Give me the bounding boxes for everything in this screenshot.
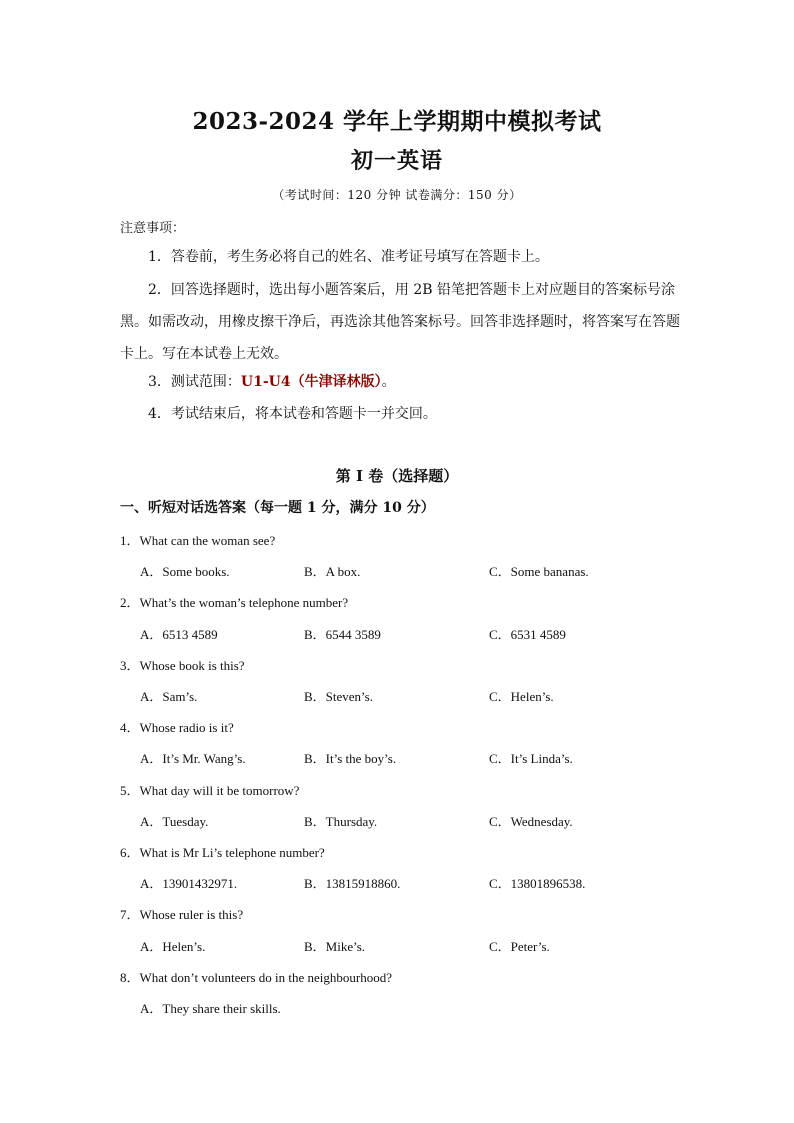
option-a: A．Some books.	[140, 564, 230, 579]
note-item-4-text: 4．考试结束后，将本试卷和答题卡一并交回。	[148, 406, 437, 422]
note-item-3	[120, 366, 680, 398]
option-b: B．13815918860.	[304, 876, 401, 891]
question-stem: 7．Whose ruler is this?	[120, 907, 244, 922]
question-stem: 6．What is Mr Li’s telephone number?	[120, 845, 325, 860]
option-c: C．Wednesday.	[489, 814, 573, 829]
question-stem: 5．What day will it be tomorrow?	[120, 783, 300, 798]
page-subtitle: 初一英语	[350, 148, 443, 174]
option-c: C．Peter’s.	[489, 939, 550, 954]
note-item-1-text: 1．答卷前，考生务必将自己的姓名、准考证号填写在答题卡上。	[148, 249, 549, 265]
note-item-1	[120, 241, 680, 273]
option-b: B．It’s the boy’s.	[304, 751, 397, 766]
option-b: B．A box.	[304, 564, 361, 579]
question-stem: 1．What can the woman see?	[120, 533, 276, 548]
option-c: C．It’s Linda’s.	[489, 751, 573, 766]
section-title: 第 I 卷（选择题）	[335, 467, 459, 485]
option-c: C．Some bananas.	[489, 564, 589, 579]
part-heading: 一、听短对话选答案（每一题 1 分，满分 10 分）	[120, 500, 435, 516]
note-item-3-prefix: 3．测试范围：	[148, 374, 241, 390]
option-b: B．Steven’s.	[304, 689, 373, 704]
option-a: A．They share their skills.	[140, 1001, 281, 1016]
note-item-2	[120, 274, 680, 370]
option-b: B．6544 3589	[304, 627, 381, 642]
notes-heading: 注意事项：	[120, 221, 186, 236]
question-stem: 8．What don’t volunteers do in the neighbourhood?	[120, 970, 392, 985]
option-a: A．Tuesday.	[140, 814, 209, 829]
note-item-3-suffix: 。	[381, 374, 396, 390]
option-b: B．Thursday.	[304, 814, 378, 829]
option-a: A．Sam’s.	[140, 689, 198, 704]
note-item-2-line-2: 黑。如需改动，用橡皮擦干净后，再选涂其他答案标号。回答非选择题时，将答案写在答题	[120, 314, 680, 330]
page-title: 2023-2024 学年上学期期中模拟考试	[192, 108, 602, 135]
option-a: A．It’s Mr. Wang’s.	[140, 751, 246, 766]
exam-info: （考试时间：120 分钟 试卷满分：150 分）	[272, 188, 522, 202]
option-c: C．6531 4589	[489, 627, 566, 642]
option-b: B．Mike’s.	[304, 939, 366, 954]
note-item-2-line-1: 2．回答选择题时，选出每小题答案后，用 2B 铅笔把答题卡上对应题目的答案标号涂	[148, 282, 676, 298]
question-stem: 3．Whose book is this?	[120, 658, 245, 673]
option-c: C．13801896538.	[489, 876, 586, 891]
test-range: U1-U4（牛津译林版）	[240, 374, 382, 390]
option-c: C．Helen’s.	[489, 689, 554, 704]
note-item-2-line-3: 卡上。写在本试卷上无效。	[120, 346, 288, 362]
option-a: A．Helen’s.	[140, 939, 206, 954]
option-a: A．13901432971.	[140, 876, 238, 891]
option-a: A．6513 4589	[140, 627, 218, 642]
question-stem: 4．Whose radio is it?	[120, 720, 234, 735]
note-item-4	[120, 398, 680, 430]
question-stem: 2．What’s the woman’s telephone number?	[120, 595, 349, 610]
